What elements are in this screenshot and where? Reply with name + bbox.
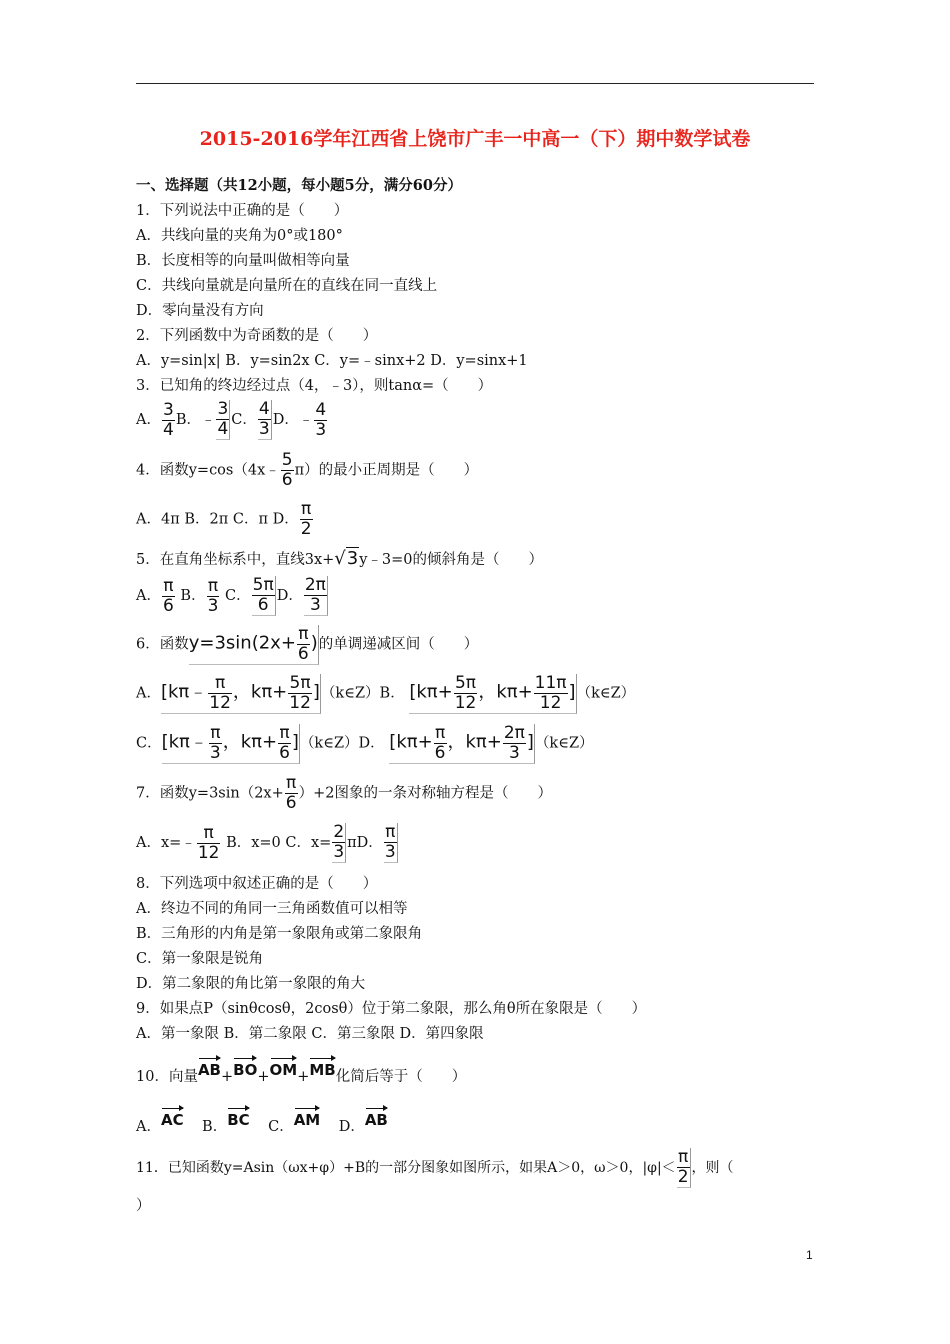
q2-options: A．y=sin|x| B．y=sin2x C．y=﹣sinx+2 D．y=sinx+1: [136, 353, 528, 369]
q5-label-c: C．: [225, 588, 251, 604]
q4-options-text: A．4π B．2π C．π D．: [136, 511, 299, 528]
q6-interval-d: [kπ+ $\frac{\pi}{6}$ ，kπ+ $\frac{2\pi}{3}$ ]: [389, 723, 534, 763]
q6-tail-b: （k∈Z）: [576, 685, 636, 702]
q10-vector-bo: BO: [233, 1056, 257, 1080]
q10-plus-1: +: [221, 1069, 234, 1085]
q7-frac: $\frac{\pi}{6}$: [285, 773, 297, 813]
q6-function: y=3sin(2x+ $\frac{\pi}{6}$ ): [188, 624, 318, 664]
q10-label-b: B．: [202, 1119, 228, 1135]
q1-option-d: D．零向量没有方向: [136, 303, 264, 319]
header-rule: [136, 83, 814, 84]
q6-label-a: A．: [136, 685, 161, 702]
page-title: 2015-2016学年江西省上饶市广丰一中高一（下）期中数学试卷: [199, 128, 751, 150]
q6-label-d: D．: [358, 735, 385, 752]
q5-stem-post: y﹣3=0的倾斜角是（ ）: [359, 552, 544, 568]
q11-stem-post: ，则（: [691, 1160, 734, 1176]
q4-stem: [136, 451, 478, 490]
q10-options: [136, 1106, 388, 1137]
q3-frac-a: $\frac{3}{4}$: [162, 399, 174, 440]
q7-label-a: A．x=﹣: [136, 835, 196, 851]
q3-frac-b: $\frac{3}{4}$: [217, 399, 229, 439]
q11-cont: ）: [136, 1198, 151, 1214]
q10-label-a: A．: [136, 1119, 161, 1135]
q6-options-cd: [136, 724, 594, 764]
section-heading: 一、选择题（共12小题，每小题5分，满分60分）: [136, 177, 462, 194]
q5-stem: [136, 549, 543, 570]
q8-stem: 8．下列选项中叙述正确的是（ ）: [136, 876, 378, 892]
q3-label-c: C．: [231, 412, 257, 428]
q6-interval-c: [kπ﹣ $\frac{\pi}{3}$ ，kπ+ $\frac{\pi}{6}$ ]: [161, 723, 299, 763]
q7-label-bc: B．x=0 C．x=: [226, 835, 332, 851]
q9-stem: 9．如果点P（sinθcosθ，2cosθ）位于第二象限，那么角θ所在象限是（ ）: [136, 1001, 647, 1017]
q10-stem: [136, 1056, 466, 1087]
q8-option-a: A．终边不同的角同一三角函数值可以相等: [136, 901, 408, 917]
q7-label-d: D．: [356, 835, 383, 851]
q6-tail-a: （k∈Z）: [320, 685, 380, 702]
q6-options-ab: [136, 674, 635, 714]
q5-options: [136, 576, 329, 616]
q1-option-b: B．长度相等的向量叫做相等向量: [136, 253, 350, 269]
q6-stem-post: 的单调递减区间（ ）: [318, 636, 479, 653]
q3-frac-d: $\frac{4}{3}$: [315, 399, 327, 440]
q7-stem: [136, 774, 552, 813]
q2-stem: 2．下列函数中为奇函数的是（ ）: [136, 328, 378, 344]
q6-stem-pre: 6．函数: [136, 636, 189, 653]
q5-frac-b: $\frac{\pi}{3}$: [207, 575, 219, 616]
q3-options: [136, 400, 328, 440]
q4-stem-post: π）的最小正周期是（ ）: [294, 462, 479, 479]
q4-frac-d: $\frac{\pi}{2}$: [300, 499, 312, 539]
q5-frac-a: $\frac{\pi}{6}$: [162, 575, 174, 616]
q4-stem-pre: 4．函数y=cos（4x﹣: [136, 462, 280, 479]
q11-frac: $\frac{\pi}{2}$: [677, 1147, 689, 1187]
q6-label-c: C．: [136, 735, 162, 752]
q10-plus-2: +: [257, 1069, 270, 1085]
q3-label-b: B．﹣: [175, 412, 216, 428]
q7-options: [136, 823, 399, 863]
q10-stem-post: 化简后等于（ ）: [335, 1069, 467, 1085]
q10-stem-pre: 10．向量: [136, 1069, 198, 1085]
q8-option-b: B．三角形的内角是第一象限角或第二象限角: [136, 926, 423, 942]
page-number: 1: [806, 1248, 813, 1262]
q1-stem: 1．下列说法中正确的是（ ）: [136, 203, 349, 219]
q4-frac: $\frac{5}{6}$: [281, 450, 293, 490]
q4-options: [136, 500, 314, 539]
q7-c-pi: π: [347, 835, 357, 851]
q10-label-d: D．: [338, 1119, 365, 1135]
q11-stem: [136, 1148, 734, 1188]
q7-stem-pre: 7．函数y=3sin（2x+: [136, 785, 284, 802]
q7-stem-post: ）+2图象的一条对称轴方程是（ ）: [298, 785, 552, 802]
q5-label-b: B．: [180, 588, 206, 604]
q3-frac-c: $\frac{4}{3}$: [258, 399, 270, 439]
q10-vector-am: AM: [294, 1106, 321, 1130]
q10-vector-mb: MB: [309, 1056, 335, 1080]
q7-frac-a: $\frac{\pi}{12}$: [197, 822, 220, 863]
q8-option-c: C．第一象限是锐角: [136, 951, 264, 967]
q9-options: A．第一象限 B．第二象限 C．第三象限 D．第四象限: [136, 1026, 484, 1042]
q5-label-a: A．: [136, 588, 161, 604]
q10-vector-om: OM: [270, 1056, 298, 1080]
q6-tail-c: （k∈Z）: [299, 735, 359, 752]
q3-label-a: A．: [136, 412, 161, 428]
q6-interval-a: [kπ﹣ $\frac{\pi}{12}$ ，kπ+ $\frac{5\pi}{12}$ ]: [160, 673, 320, 713]
q5-stem-pre: 5．在直角坐标系中，直线3x+: [136, 552, 335, 568]
q1-option-a: A．共线向量的夹角为0°或180°: [136, 228, 343, 244]
q5-frac-c: $\frac{5\pi}{6}$: [252, 575, 274, 615]
q5-label-d: D．: [276, 588, 303, 604]
q8-option-d: D．第二象限的角比第一象限的角大: [136, 976, 366, 992]
q7-frac-d: $\frac{\pi}{3}$: [384, 822, 396, 862]
q10-vector-bc: BC: [227, 1106, 249, 1130]
q3-label-d: D．﹣: [272, 412, 314, 428]
q6-interval-b: [kπ+ $\frac{5\pi}{12}$ ，kπ+ $\frac{11\pi}{12}$ ]: [409, 673, 576, 713]
q6-tail-d: （k∈Z）: [534, 735, 594, 752]
q7-frac-c: $\frac{2}{3}$: [333, 822, 345, 862]
q11-stem-pre: 11．已知函数y=Asin（ωx+φ）+B的一部分图象如图所示，如果A＞0，ω＞0，|φ|＜: [136, 1160, 676, 1176]
q5-sqrt: √3: [334, 548, 359, 569]
q6-stem: [136, 625, 478, 665]
q1-option-c: C．共线向量就是向量所在的直线在同一直线上: [136, 278, 438, 294]
q10-label-c: C．: [268, 1119, 294, 1135]
q10-plus-3: +: [297, 1069, 310, 1085]
q3-stem: 3．已知角的终边经过点（4，﹣3），则tanα=（ ）: [136, 378, 493, 394]
q10-vector-ab-answer: AB: [365, 1106, 388, 1130]
q6-label-b: B．: [379, 685, 405, 702]
q10-vector-ac: AC: [161, 1106, 184, 1130]
q10-vector-ab: AB: [198, 1056, 221, 1080]
q5-frac-d: $\frac{2\pi}{3}$: [304, 575, 326, 615]
